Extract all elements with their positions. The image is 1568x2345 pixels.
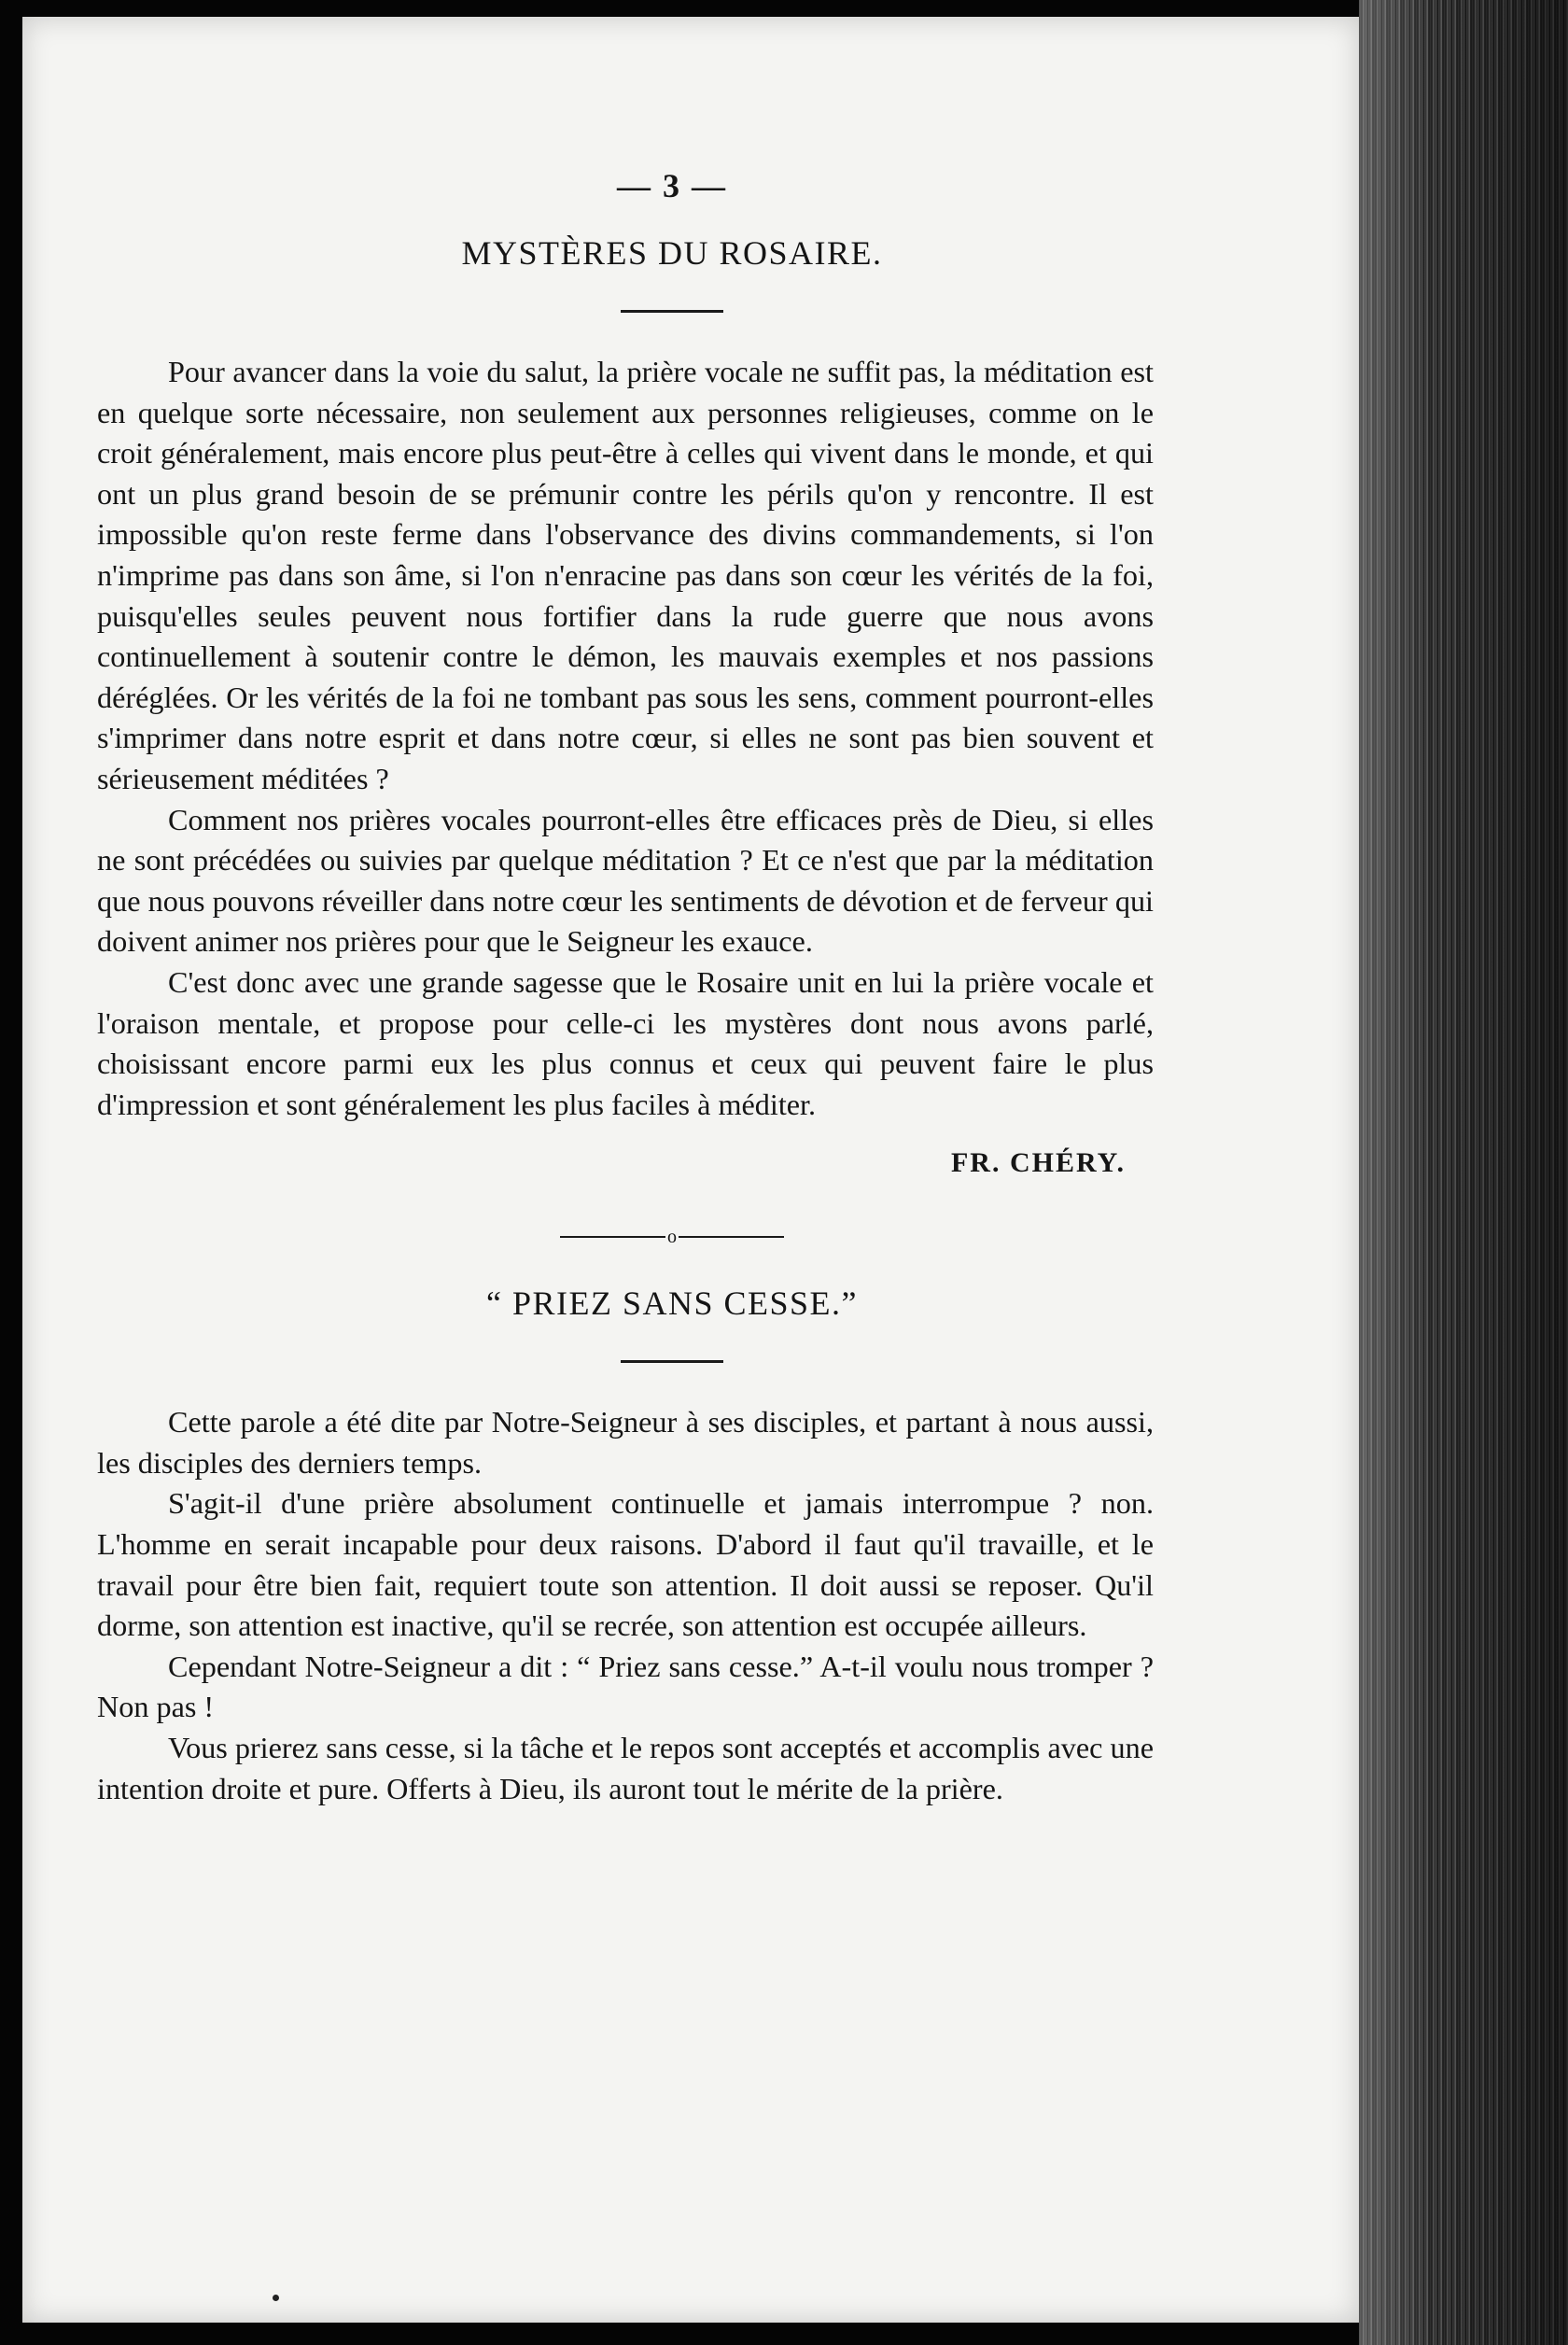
author-signature: FR. CHÉRY. (950, 1147, 1126, 1179)
paragraph: Cependant Notre-Seigneur a dit : “ Priez sans cesse.” A-t-il voulu nous tromper ? Non pas ! (97, 1649, 1154, 1724)
paragraph: Vous prierez sans cesse, si la tâche et le repos sont acceptés et accomplis avec une intention droite et pure. Offerts à Dieu, ils auront tout le mérite de la prière. (97, 1731, 1154, 1805)
section-title-mysteres: MYSTÈRES DU ROSAIRE. (461, 234, 883, 272)
separator-line-right (679, 1236, 784, 1238)
page-content (97, 166, 1154, 1809)
paragraph: Cette parole a été dite par Notre-Seigneur à ses disciples, et partant à nous aussi, les disciples des derniers temps. (97, 1405, 1154, 1480)
title-rule (621, 310, 723, 313)
separator-line-left (560, 1236, 665, 1238)
page-number: — 3 — (617, 167, 727, 204)
paragraph: Pour avancer dans la voie du salut, la prière vocale ne suffit pas, la méditation est en quelque sorte nécessaire, non seulement aux personnes religieuses, comme on le croit généralement, mais encore plus peut-être à celles qui vivent dans le monde, et qui ont un plus grand besoin de se prémunir contre les périls qu'on y rencontre. Il est impossible qu'on reste ferme dans l'observance des divins commandements, si l'on n'imprime pas dans son âme, si l'on n'enracine pas dans son cœur les vérités de la foi, puisqu'elles seules peuvent nous fortifier dans la rude guerre que nous avons continuellement à soutenir contre le démon, les mauvais exemples et nos passions déréglées. Or les vérités de la foi ne tombant pas sous les sens, comment pourront-elles s'imprimer dans notre esprit et dans notre cœur, si elles ne sont pas bien souvent et sérieusement méditées ? (97, 355, 1154, 795)
paragraph: S'agit-il d'une prière absolument continuelle et jamais interrompue ? non. L'homme en serait incapable pour deux raisons. D'abord il faut qu'il travaille, et le travail pour être bien fait, requiert toute son attention. Il doit aussi se reposer. Qu'il dorme, son attention est inactive, qu'il se recrée, son attention est occupée ailleurs. (97, 1486, 1154, 1643)
section-title-priez: “ PRIEZ SANS CESSE.” (485, 1285, 859, 1323)
section-separator (560, 1228, 784, 1246)
book-page (22, 17, 1359, 2323)
ink-speck (273, 2295, 279, 2301)
title-rule (621, 1360, 723, 1363)
separator-mark: o (667, 1227, 677, 1248)
paragraph: Comment nos prières vocales pourront-elles être efficaces près de Dieu, si elles ne sont précédées ou suivies par quelque méditation ? Et ce n'est que par la méditation que nous pouvons réveiller dans notre cœur les sentiments de dévotion et de ferveur qui doivent animer nos prières pour que le Seigneur les exauce. (97, 802, 1154, 959)
book-page-edges (1359, 0, 1568, 2345)
paragraph: C'est donc avec une grande sagesse que le Rosaire unit en lui la prière vocale et l'oraison mentale, et propose pour celle-ci les mystères dont nous avons parlé, choisissant encore parmi eux les plus connus et ceux qui peuvent faire le plus d'impression et sont généralement les plus faciles à méditer. (97, 964, 1154, 1121)
